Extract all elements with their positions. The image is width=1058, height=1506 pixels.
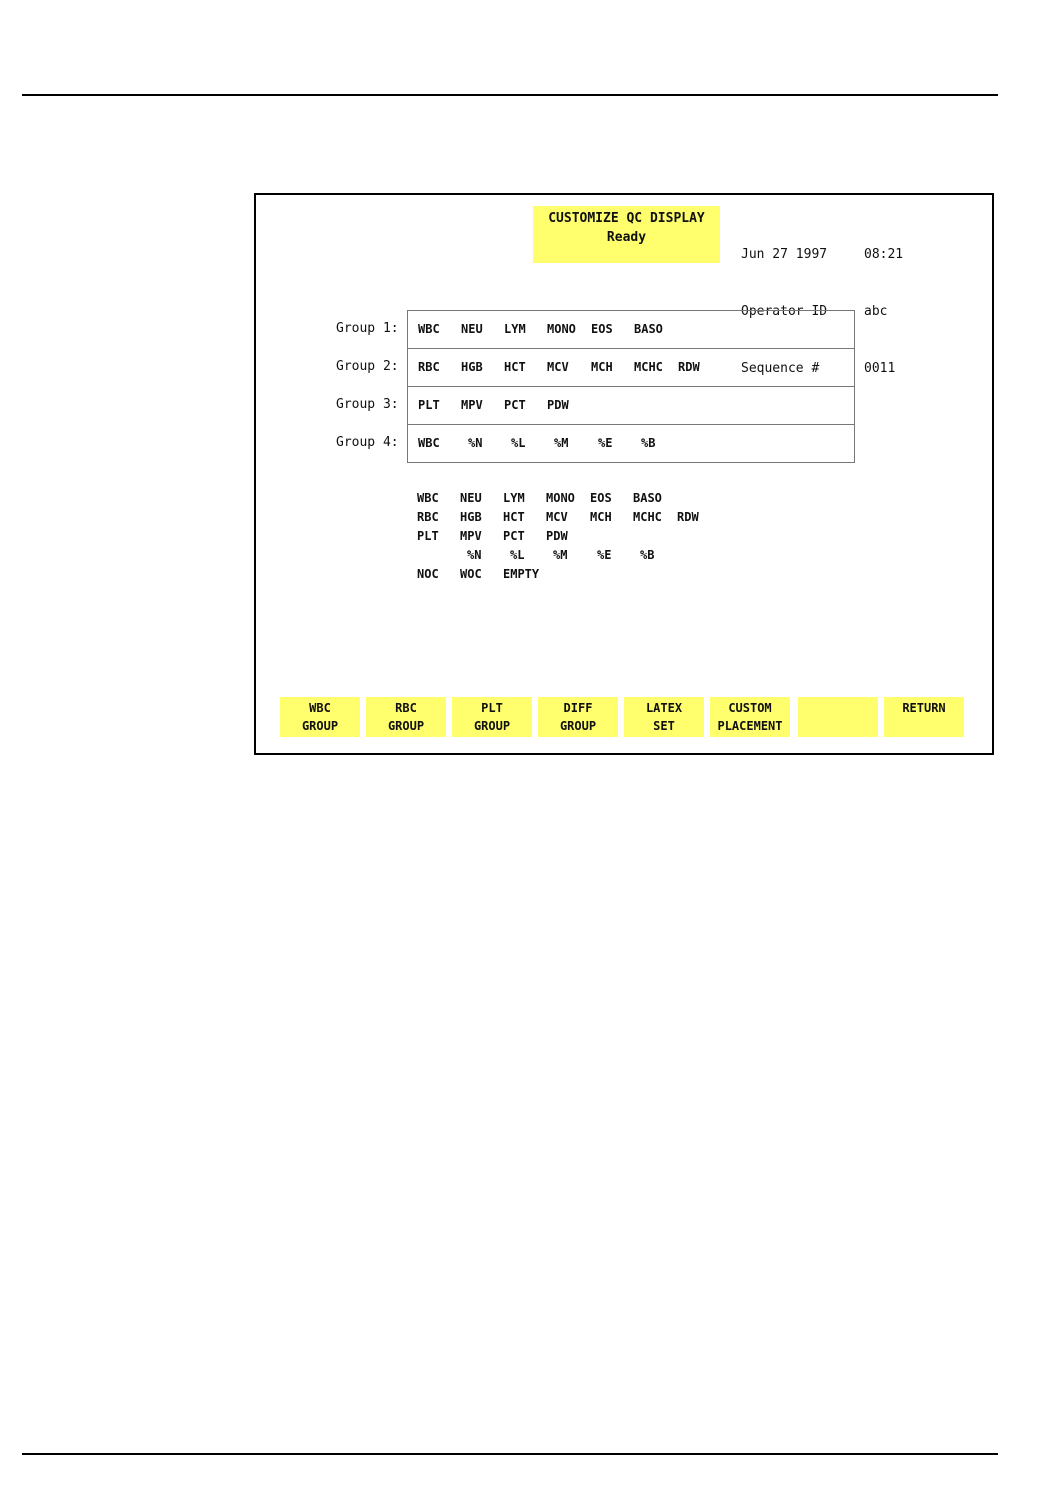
- pool-param[interactable]: MCV: [546, 510, 568, 524]
- pool-param[interactable]: WBC: [417, 491, 439, 505]
- screen-status: Ready: [606, 230, 647, 245]
- group-param[interactable]: MPV: [461, 398, 483, 412]
- group-row-4[interactable]: [408, 425, 854, 463]
- pool-row: [407, 567, 857, 586]
- return-button[interactable]: [884, 697, 964, 737]
- group-param[interactable]: %L: [511, 436, 526, 450]
- group-3-label[interactable]: Group 3:: [336, 397, 399, 412]
- pool-param[interactable]: LYM: [503, 491, 525, 505]
- softkey-label: DIFF: [563, 701, 593, 715]
- softkey-label: RETURN: [902, 701, 946, 715]
- pool-param[interactable]: NEU: [460, 491, 482, 505]
- group-param[interactable]: HGB: [461, 360, 483, 374]
- group-1-label[interactable]: Group 1:: [336, 321, 399, 336]
- sequence-label: Sequence #: [741, 361, 820, 376]
- group-param[interactable]: MCV: [547, 360, 569, 374]
- operator-label: Operator ID: [741, 304, 828, 319]
- rbc-group-button[interactable]: [366, 697, 446, 737]
- softkey-label: GROUP: [559, 719, 597, 733]
- pool-row: [407, 548, 857, 567]
- pool-param[interactable]: HGB: [460, 510, 482, 524]
- group-param[interactable]: EOS: [591, 322, 613, 336]
- pool-param[interactable]: EMPTY: [503, 567, 540, 581]
- pool-param[interactable]: MCH: [590, 510, 612, 524]
- pool-param[interactable]: HCT: [503, 510, 525, 524]
- wbc-group-button[interactable]: [280, 697, 360, 737]
- pool-param[interactable]: MONO: [546, 491, 575, 505]
- group-param[interactable]: MONO: [547, 322, 576, 336]
- group-param[interactable]: MCH: [591, 360, 613, 374]
- group-param[interactable]: PDW: [547, 398, 569, 412]
- pool-param[interactable]: MCHC: [633, 510, 662, 524]
- pool-param[interactable]: EOS: [590, 491, 612, 505]
- pool-param[interactable]: %L: [510, 548, 525, 562]
- group-param[interactable]: %B: [641, 436, 656, 450]
- groups-table: [407, 310, 855, 463]
- operator-value: abc: [864, 304, 888, 319]
- title-panel: [533, 206, 720, 263]
- plt-group-button[interactable]: [452, 697, 532, 737]
- pool-param[interactable]: PCT: [503, 529, 525, 543]
- qc-display-screen: [254, 193, 994, 755]
- group-row-1[interactable]: [408, 311, 854, 349]
- pool-param[interactable]: BASO: [633, 491, 662, 505]
- softkey-label: RBC: [395, 701, 417, 715]
- pool-param[interactable]: NOC: [417, 567, 439, 581]
- pool-param[interactable]: %N: [467, 548, 482, 562]
- group-param[interactable]: PLT: [418, 398, 440, 412]
- pool-param[interactable]: WOC: [460, 567, 482, 581]
- date-text: Jun 27 1997: [741, 247, 828, 262]
- pool-row: [407, 529, 857, 548]
- group-param[interactable]: %N: [468, 436, 483, 450]
- group-2-label[interactable]: Group 2:: [336, 359, 399, 374]
- group-param[interactable]: %M: [554, 436, 569, 450]
- group-param[interactable]: HCT: [504, 360, 526, 374]
- group-param[interactable]: PCT: [504, 398, 526, 412]
- softkey-label: SET: [653, 719, 675, 733]
- pool-param[interactable]: MPV: [460, 529, 482, 543]
- group-param[interactable]: %E: [598, 436, 613, 450]
- screen-title: CUSTOMIZE QC DISPLAY: [548, 211, 705, 226]
- sequence-value: 0011: [864, 361, 896, 376]
- latex-set-button[interactable]: [624, 697, 704, 737]
- pool-row: [407, 510, 857, 529]
- group-param[interactable]: BASO: [634, 322, 663, 336]
- softkey-label: LATEX: [645, 701, 683, 715]
- group-param[interactable]: WBC: [418, 436, 440, 450]
- pool-param[interactable]: PDW: [546, 529, 568, 543]
- blank-softkey[interactable]: [798, 697, 878, 737]
- softkey-label: WBC: [309, 701, 331, 715]
- softkey-label: PLACEMENT: [717, 719, 783, 733]
- custom-placement-button[interactable]: [710, 697, 790, 737]
- pool-param[interactable]: %E: [597, 548, 612, 562]
- pool-row: [407, 491, 857, 510]
- group-param[interactable]: RDW: [678, 360, 700, 374]
- group-param[interactable]: MCHC: [634, 360, 663, 374]
- softkey-label: GROUP: [473, 719, 511, 733]
- group-param[interactable]: NEU: [461, 322, 483, 336]
- softkey-label: GROUP: [301, 719, 339, 733]
- info-values: [864, 207, 903, 416]
- softkey-label: PLT: [481, 701, 503, 715]
- softkey-label: CUSTOM: [728, 701, 772, 715]
- group-param[interactable]: WBC: [418, 322, 440, 336]
- group-param[interactable]: RBC: [418, 360, 440, 374]
- group-row-2[interactable]: [408, 349, 854, 387]
- pool-param[interactable]: RBC: [417, 510, 439, 524]
- pool-param[interactable]: %M: [553, 548, 568, 562]
- time-text: 08:21: [864, 247, 904, 262]
- top-rule: [22, 94, 998, 96]
- group-4-label[interactable]: Group 4:: [336, 435, 399, 450]
- softkey-label: GROUP: [387, 719, 425, 733]
- pool-param[interactable]: RDW: [677, 510, 699, 524]
- bottom-rule: [22, 1453, 998, 1455]
- group-param[interactable]: LYM: [504, 322, 526, 336]
- pool-param[interactable]: PLT: [417, 529, 439, 543]
- pool-param[interactable]: %B: [640, 548, 655, 562]
- group-row-3[interactable]: [408, 387, 854, 425]
- diff-group-button[interactable]: [538, 697, 618, 737]
